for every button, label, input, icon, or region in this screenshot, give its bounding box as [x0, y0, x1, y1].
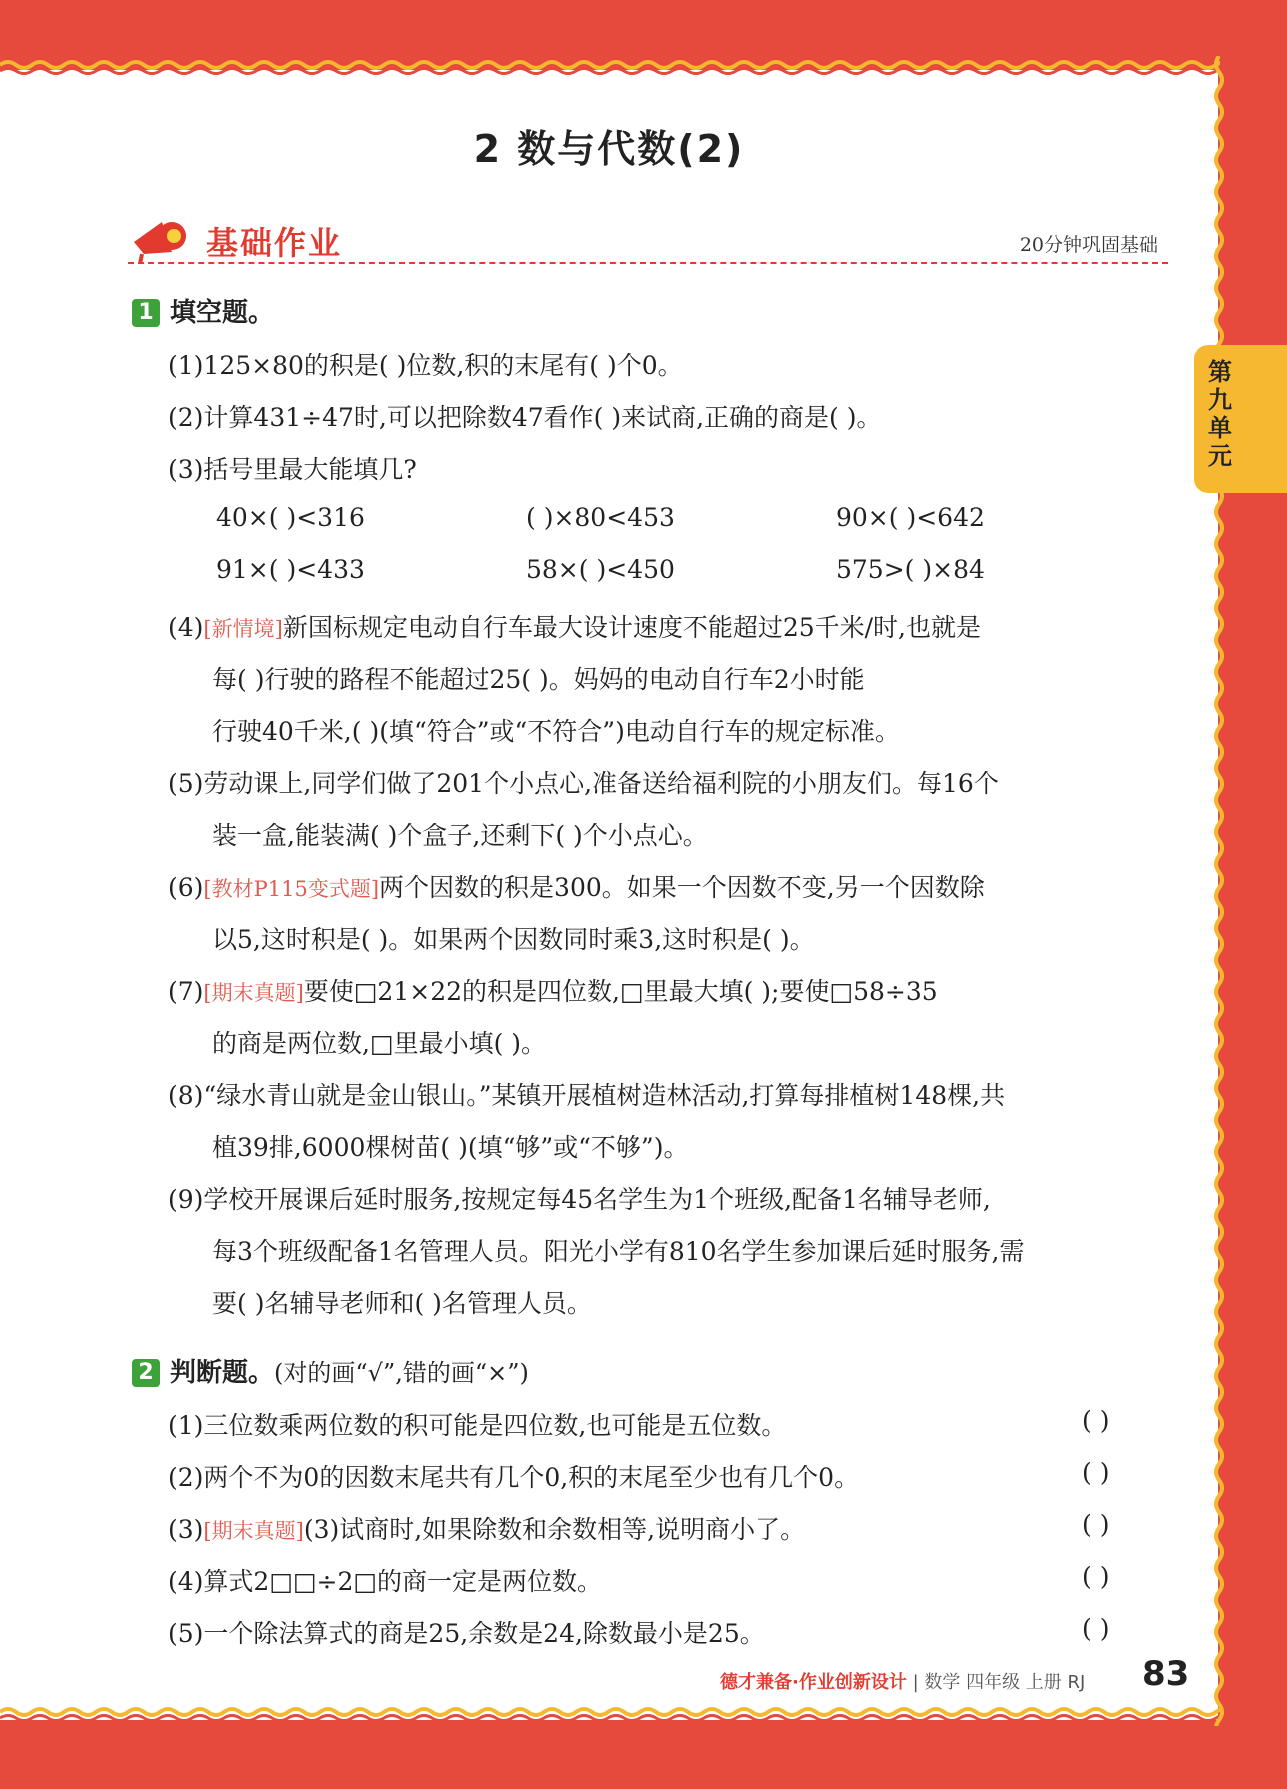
question-1-heading — [132, 292, 274, 329]
inequality: 575>( )×84 — [836, 555, 985, 584]
section-header — [128, 212, 1168, 272]
footer — [720, 1668, 1085, 1694]
section-title: 基础作业 — [206, 224, 343, 262]
answer-parentheses[interactable]: ( ) — [1082, 1562, 1110, 1591]
question-number: 2 — [132, 1359, 160, 1387]
q1-item-9-cont: 要( )名辅导老师和( )名管理人员。 — [212, 1289, 592, 1318]
question-number: 1 — [132, 299, 160, 327]
answer-parentheses[interactable]: ( ) — [1082, 1458, 1110, 1487]
answer-parentheses[interactable]: ( ) — [1082, 1614, 1110, 1643]
q1-item-3: (3)括号里最大能填几? — [168, 455, 417, 484]
inequality: 40×( )<316 — [216, 503, 365, 532]
q1-item-7: (7)[期末真题]要使□21×22的积是四位数,□里最大填( );要使□58÷35 — [168, 977, 938, 1006]
q1-item-5-cont: 装一盒,能装满( )个盒子,还剩下( )个小点心。 — [212, 821, 708, 850]
unit-tab-label: 第九单元 — [1208, 358, 1232, 470]
judge-item-1: (1)三位数乘两位数的积可能是四位数,也可能是五位数。 — [168, 1411, 787, 1440]
question-title: 填空题。 — [170, 298, 275, 328]
q1-item-9-cont: 每3个班级配备1名管理人员。阳光小学有810名学生参加课后延时服务,需 — [212, 1237, 1025, 1266]
q1-item-8: (8)“绿水青山就是金山银山。”某镇开展植树造林活动,打算每排植树148棵,共 — [168, 1081, 1006, 1110]
inequality: 90×( )<642 — [836, 503, 985, 532]
footer-info: | 数学 四年级 上册 RJ — [912, 1672, 1086, 1693]
page-number: 83 — [1142, 1654, 1190, 1694]
answer-parentheses[interactable]: ( ) — [1082, 1510, 1110, 1539]
q1-item-5: (5)劳动课上,同学们做了201个小点心,准备送给福利院的小朋友们。每16个 — [168, 769, 999, 798]
q1-item-7-cont: 的商是两位数,□里最小填( )。 — [212, 1029, 547, 1058]
q1-item-9: (9)学校开展课后延时服务,按规定每45名学生为1个班级,配备1名辅导老师, — [168, 1185, 991, 1214]
question-tag: [期末真题] — [203, 981, 304, 1005]
q4-text: 新国标规定电动自行车最大设计速度不能超过25千米/时,也就是 — [282, 613, 981, 642]
question-2-heading — [132, 1352, 529, 1389]
judge-item-4: (4)算式2□□÷2□的商一定是两位数。 — [168, 1567, 603, 1596]
right-wave-border — [1208, 56, 1230, 1726]
question-tag: [教材P115变式题] — [203, 877, 380, 901]
judge-item-2: (2)两个不为0的因数末尾共有几个0,积的末尾至少也有几个0。 — [168, 1463, 860, 1492]
inequality: ( )×80<453 — [526, 503, 675, 532]
answer-parentheses[interactable]: ( ) — [1082, 1406, 1110, 1435]
bottom-wave-border — [0, 1703, 1220, 1725]
judge-item-3: (3)[期末真题](3)试商时,如果除数和余数相等,说明商小了。 — [168, 1515, 806, 1544]
q1-item-1: (1)125×80的积是( )位数,积的末尾有( )个0。 — [168, 351, 683, 380]
q1-item-8-cont: 植39排,6000棵树苗( )(填“够”或“不够”)。 — [212, 1133, 689, 1162]
section-divider — [128, 262, 1168, 264]
q7-text: 要使□21×22的积是四位数,□里最大填( );要使□58÷35 — [303, 977, 938, 1006]
q1-item-6-cont: 以5,这时积是( )。如果两个因数同时乘3,这时积是( )。 — [212, 925, 815, 954]
judge-item-5: (5)一个除法算式的商是25,余数是24,除数最小是25。 — [168, 1619, 765, 1648]
megaphone-icon — [128, 212, 192, 264]
inequality: 91×( )<433 — [216, 555, 365, 584]
section-note: 20分钟巩固基础 — [1019, 234, 1158, 256]
page-title: 2 数与代数(2) — [473, 127, 745, 171]
question-title: 判断题。 — [170, 1358, 275, 1388]
question-instruction: (对的画“√”,错的画“×”) — [274, 1359, 529, 1387]
q1-item-4: (4)[新情境]新国标规定电动自行车最大设计速度不能超过25千米/时,也就是 — [168, 613, 981, 642]
q6-text: 两个因数的积是300。如果一个因数不变,另一个因数除 — [379, 873, 985, 902]
q1-item-4-cont: 行驶40千米,( )(填“符合”或“不符合”)电动自行车的规定标准。 — [212, 717, 900, 746]
q1-item-2: (2)计算431÷47时,可以把除数47看作( )来试商,正确的商是( )。 — [168, 403, 882, 432]
q1-item-6: (6)[教材P115变式题]两个因数的积是300。如果一个因数不变,另一个因数除 — [168, 873, 985, 902]
question-tag: [新情境] — [203, 617, 283, 641]
question-tag: [期末真题] — [203, 1519, 304, 1543]
footer-brand: 德才兼备·作业创新设计 — [720, 1672, 907, 1693]
judge-text: (3)试商时,如果除数和余数相等,说明商小了。 — [303, 1515, 806, 1544]
inequality: 58×( )<450 — [526, 555, 675, 584]
q1-item-4-cont: 每( )行驶的路程不能超过25( )。妈妈的电动自行车2小时能 — [212, 665, 865, 694]
top-wave-border — [0, 56, 1220, 78]
